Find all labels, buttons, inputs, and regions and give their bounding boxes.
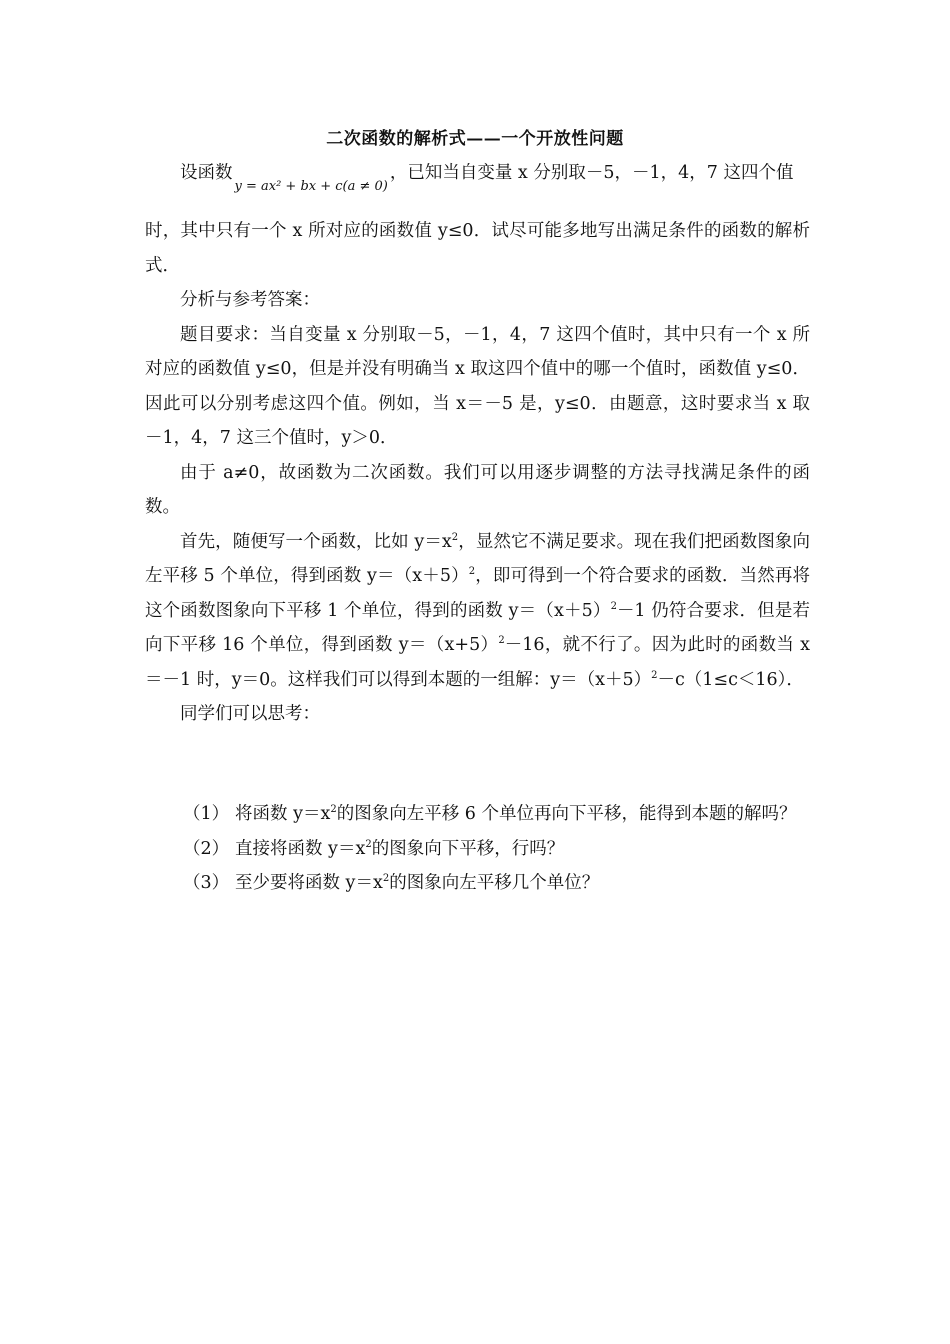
question-item [183,866,813,901]
exponent: 2 [610,600,617,612]
p3-part-d: －1 仍符合要求．但是若向下平移 16 个单位，得到函数 y＝（x+5） [145,600,810,655]
main-body [145,214,810,732]
question-text: 直接将函数 $y=x^2$的图象向下平移，行吗？ [235,838,565,859]
intro-suffix: ，已知当自变量 x 分别取－5，－1，4，7 这四个值 [389,163,794,183]
analysis-heading: 分析与参考答案： [180,290,320,310]
question-number: （1） [183,804,230,824]
p3-part-a: 首先，随便写一个函数，比如 y＝x [180,531,452,552]
intro-first-line [180,156,820,204]
question-list [183,797,813,901]
paragraph-translation [145,525,810,698]
question-number: （3） [183,873,230,893]
think-heading: 同学们可以思考： [180,704,320,724]
paragraph-quadratic: 由于 a≠0，故函数为二次函数。我们可以用逐步调整的方法寻找满足条件的函数。 [145,462,810,517]
question-number: （2） [183,838,230,859]
question-text: 至少要将函数 $y=x^2$的图象向左平移几个单位？ [235,873,600,893]
exponent: 2 [651,669,658,681]
p3-part-e: －16，就不行了。因为此时的函数当 x＝－1 时，y＝0。这样我们可以得到本题的一组解：y＝（x＋5） [145,635,811,690]
paragraph-requirement: 题目要求：当自变量 x 分别取－5，－1，4，7 这四个值时，其中只有一个 x 所对应的函数值 y≤0，但是并没有明确当 x 取这四个值中的哪一个值时，函数值 y≤0．因此可以分别考虑这四个值。例如，当 x＝－5 是，y≤0．由题意，这时要求当 x 取－1，4，7 这三个值时，y＞0． [145,324,810,448]
exponent: 2 [498,635,505,646]
intro-formula: y = ax² + bx + c(a ≠ 0) [234,179,388,194]
intro-prefix: 设函数 [180,163,233,183]
exponent: 2 [468,566,476,577]
intro-continuation: 时，其中只有一个 x 所对应的函数值 y≤0．试尽可能多地写出满足条件的函数的解析式． [145,221,810,276]
question-item [183,832,813,867]
exponent: 2 [451,531,459,543]
p3-part-c: ，即可得到一个符合要求的函数．当然再将这个函数图象向下平移 1 个单位，得到的函数 y＝（x＋5） [145,566,811,621]
p3-part-b: ，显然它不满足要求。现在我们把函数图象向左平移 5 个单位，得到函数 y＝（x＋5） [145,531,811,586]
document-title: 二次函数的解析式——一个开放性问题 [326,129,624,149]
p3-part-f: －c（1≤c＜16）． [657,669,804,690]
question-item [183,797,813,832]
question-text: 将函数 $y=x^2$的图象向左平移 6 个单位再向下平移，能得到本题的解吗？ [235,804,797,824]
